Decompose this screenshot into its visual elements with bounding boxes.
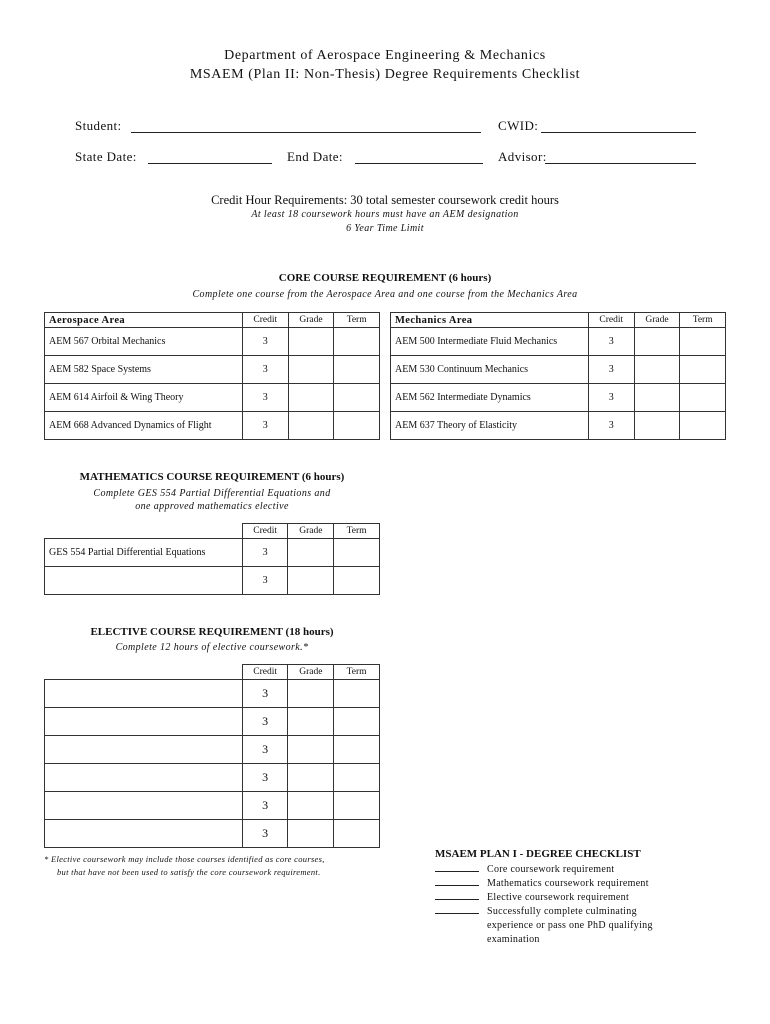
course-credit: 3 xyxy=(588,412,634,440)
course-name: AEM 530 Continuum Mechanics xyxy=(391,356,589,384)
term-cell[interactable] xyxy=(334,736,380,764)
course-credit: 3 xyxy=(242,792,288,820)
elective-subheading: Complete 12 hours of elective coursework.* xyxy=(115,642,309,653)
elective-heading: ELECTIVE COURSE REQUIREMENT (18 hours) xyxy=(90,626,334,638)
grade-header: Grade xyxy=(288,524,334,539)
math-subheading-2: one approved mathematics elective xyxy=(135,501,289,512)
degree-checklist xyxy=(435,863,653,947)
credit-header: Credit xyxy=(588,313,634,328)
table-row xyxy=(391,356,726,384)
credit-requirements: Credit Hour Requirements: 30 total semester coursework credit hours xyxy=(211,193,559,207)
aem-designation-note: At least 18 coursework hours must have an AEM designation xyxy=(251,209,519,220)
checklist-item-continued: experience or pass one PhD qualifying xyxy=(487,920,653,931)
table-row xyxy=(45,680,380,708)
end-date-label: End Date: xyxy=(287,149,343,164)
student-field[interactable] xyxy=(131,118,481,133)
grade-cell[interactable] xyxy=(288,708,334,736)
grade-cell[interactable] xyxy=(288,567,334,595)
table-row xyxy=(45,384,380,412)
term-header: Term xyxy=(334,665,380,680)
table-row xyxy=(45,764,380,792)
course-name: GES 554 Partial Differential Equations xyxy=(45,539,243,567)
term-cell[interactable] xyxy=(680,384,726,412)
course-name: AEM 562 Intermediate Dynamics xyxy=(391,384,589,412)
checklist-title: MSAEM (Plan II: Non-Thesis) Degree Requirements Checklist xyxy=(189,67,581,82)
elective-footnote-2: but that have not been used to satisfy the core coursework requirement. xyxy=(57,867,321,877)
grade-cell[interactable] xyxy=(288,356,334,384)
grade-cell[interactable] xyxy=(288,820,334,848)
term-header: Term xyxy=(334,524,380,539)
grade-cell[interactable] xyxy=(288,792,334,820)
grade-cell[interactable] xyxy=(634,412,680,440)
cwid-label: CWID: xyxy=(498,118,539,133)
course-name: AEM 567 Orbital Mechanics xyxy=(45,328,243,356)
grade-cell[interactable] xyxy=(288,328,334,356)
core-heading: CORE COURSE REQUIREMENT (6 hours) xyxy=(278,272,492,284)
table-row xyxy=(45,328,380,356)
grade-cell[interactable] xyxy=(288,384,334,412)
grade-cell[interactable] xyxy=(288,412,334,440)
aerospace-area-title: Aerospace Area xyxy=(45,313,243,328)
course-credit: 3 xyxy=(242,736,288,764)
elective-table xyxy=(44,664,380,848)
elective-footnote-1: * Elective coursework may include those courses identified as core courses, xyxy=(44,854,325,864)
math-heading: MATHEMATICS COURSE REQUIREMENT (6 hours) xyxy=(79,471,345,483)
credit-header: Credit xyxy=(242,665,288,680)
checklist-item[interactable]: Core coursework requirement xyxy=(435,863,653,877)
grade-cell[interactable] xyxy=(288,764,334,792)
check-line[interactable] xyxy=(435,877,479,886)
term-cell[interactable] xyxy=(334,764,380,792)
table-row xyxy=(391,384,726,412)
term-cell[interactable] xyxy=(334,708,380,736)
course-credit: 3 xyxy=(242,384,288,412)
course-name: AEM 668 Advanced Dynamics of Flight xyxy=(45,412,243,440)
grade-header: Grade xyxy=(288,665,334,680)
term-cell[interactable] xyxy=(334,792,380,820)
course-credit: 3 xyxy=(242,328,288,356)
checklist-item[interactable]: Mathematics coursework requirement xyxy=(435,877,653,891)
term-cell[interactable] xyxy=(680,412,726,440)
course-credit: 3 xyxy=(242,412,288,440)
math-subheading-1: Complete GES 554 Partial Differential Equations and xyxy=(93,488,331,499)
time-limit-note: 6 Year Time Limit xyxy=(346,223,424,234)
degree-checklist-title: MSAEM PLAN I - DEGREE CHECKLIST xyxy=(435,848,641,860)
course-name: AEM 637 Theory of Elasticity xyxy=(391,412,589,440)
department-title: Department of Aerospace Engineering & Mechanics xyxy=(224,48,546,63)
advisor-label: Advisor: xyxy=(498,149,547,164)
math-table xyxy=(44,523,380,595)
core-subheading: Complete one course from the Aerospace Area and one course from the Mechanics Area xyxy=(192,289,578,300)
grade-cell[interactable] xyxy=(634,328,680,356)
term-cell[interactable] xyxy=(334,680,380,708)
checklist-item[interactable]: Successfully complete culminating xyxy=(435,905,653,919)
credit-header: Credit xyxy=(242,313,288,328)
course-credit: 3 xyxy=(588,328,634,356)
course-credit: 3 xyxy=(242,708,288,736)
grade-header: Grade xyxy=(288,313,334,328)
table-row xyxy=(45,412,380,440)
check-line[interactable] xyxy=(435,863,479,872)
table-row xyxy=(45,736,380,764)
course-credit: 3 xyxy=(242,567,288,595)
course-name-field[interactable] xyxy=(45,567,243,595)
term-header: Term xyxy=(334,313,380,328)
term-cell[interactable] xyxy=(334,356,380,384)
course-credit: 3 xyxy=(242,820,288,848)
aerospace-table xyxy=(44,312,380,440)
grade-cell[interactable] xyxy=(634,384,680,412)
course-credit: 3 xyxy=(242,356,288,384)
term-cell[interactable] xyxy=(334,384,380,412)
course-credit: 3 xyxy=(242,539,288,567)
cwid-field[interactable] xyxy=(541,118,696,133)
course-credit: 3 xyxy=(588,356,634,384)
course-name-field[interactable] xyxy=(45,792,243,820)
course-name: AEM 500 Intermediate Fluid Mechanics xyxy=(391,328,589,356)
table-row xyxy=(45,567,380,595)
course-name-field[interactable] xyxy=(45,736,243,764)
table-row xyxy=(391,412,726,440)
checklist-item[interactable]: Elective coursework requirement xyxy=(435,891,653,905)
grade-cell[interactable] xyxy=(288,680,334,708)
course-name-field[interactable] xyxy=(45,708,243,736)
term-cell[interactable] xyxy=(334,567,380,595)
term-cell[interactable] xyxy=(334,412,380,440)
course-name: AEM 614 Airfoil & Wing Theory xyxy=(45,384,243,412)
checklist-item-continued: examination xyxy=(487,934,540,945)
course-name: AEM 582 Space Systems xyxy=(45,356,243,384)
table-row xyxy=(45,820,380,848)
term-cell[interactable] xyxy=(334,820,380,848)
grade-header: Grade xyxy=(634,313,680,328)
check-line[interactable] xyxy=(435,891,479,900)
term-cell[interactable] xyxy=(680,328,726,356)
table-row xyxy=(45,539,380,567)
state-date-field[interactable] xyxy=(148,149,272,164)
mechanics-area-title: Mechanics Area xyxy=(391,313,589,328)
course-name-field[interactable] xyxy=(45,764,243,792)
grade-cell[interactable] xyxy=(288,736,334,764)
advisor-field[interactable] xyxy=(545,149,696,164)
course-credit: 3 xyxy=(588,384,634,412)
course-name-field[interactable] xyxy=(45,820,243,848)
credit-header: Credit xyxy=(242,524,288,539)
table-row xyxy=(45,356,380,384)
state-date-label: State Date: xyxy=(75,149,137,164)
table-row xyxy=(45,708,380,736)
term-cell[interactable] xyxy=(334,539,380,567)
check-line[interactable] xyxy=(435,905,479,914)
table-row xyxy=(45,792,380,820)
course-credit: 3 xyxy=(242,764,288,792)
mechanics-table xyxy=(390,312,726,440)
term-cell[interactable] xyxy=(680,356,726,384)
grade-cell[interactable] xyxy=(634,356,680,384)
student-label: Student: xyxy=(75,118,122,133)
end-date-field[interactable] xyxy=(355,149,483,164)
term-cell[interactable] xyxy=(334,328,380,356)
course-credit: 3 xyxy=(242,680,288,708)
term-header: Term xyxy=(680,313,726,328)
table-row xyxy=(391,328,726,356)
grade-cell[interactable] xyxy=(288,539,334,567)
course-name-field[interactable] xyxy=(45,680,243,708)
